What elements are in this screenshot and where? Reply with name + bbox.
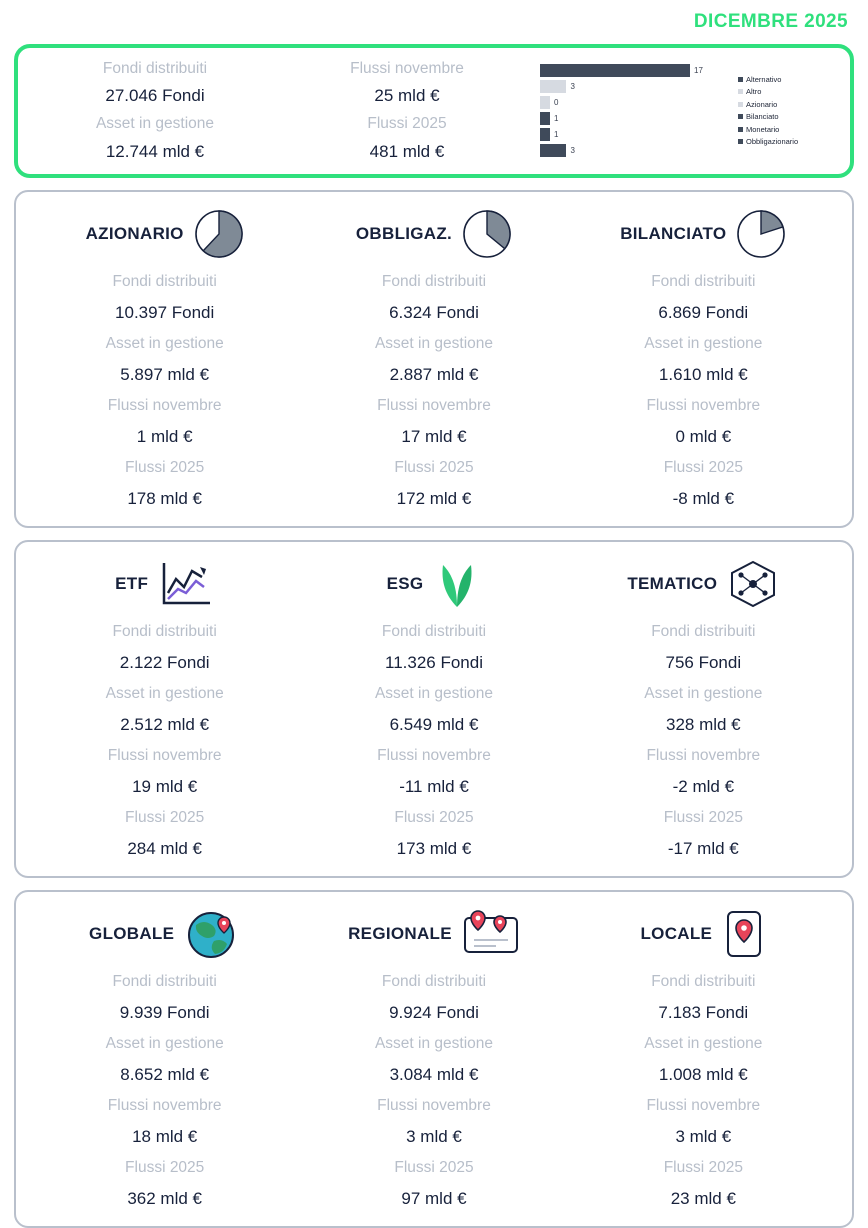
summary-asset-value: 12.744 mld € <box>105 141 205 161</box>
metric-value: 328 mld € <box>665 715 741 735</box>
metric-value: 9.924 Fondi <box>389 1003 479 1023</box>
summary-card <box>14 44 854 178</box>
summary-column-flows <box>284 56 530 164</box>
legend-item <box>738 112 798 121</box>
legend-label: Alternativo <box>746 74 782 84</box>
metric-column-regionale <box>299 902 568 1214</box>
metric-label: Flussi novembre <box>646 747 761 765</box>
page-title: DICEMBRE 2025 <box>693 11 848 32</box>
bar-obbligazionario <box>540 144 566 157</box>
metric-value: 2.122 Fondi <box>119 653 210 673</box>
metric-value: 1.008 mld € <box>658 1065 748 1085</box>
metric-value: 18 mld € <box>132 1127 198 1147</box>
metric-value: 6.869 Fondi <box>658 303 749 323</box>
metric-label: Fondi distribuiti <box>112 973 217 991</box>
metric-sections <box>14 190 854 1228</box>
metric-value: 19 mld € <box>132 777 198 797</box>
summary-flussi-2025-value: 481 mld € <box>369 141 445 161</box>
metric-value: 172 mld € <box>396 489 472 509</box>
bar-azionario <box>540 96 550 109</box>
metric-title: REGIONALE <box>348 924 452 944</box>
metric-label: Fondi distribuiti <box>381 273 487 291</box>
metric-label: Asset in gestione <box>105 1035 224 1053</box>
metric-value: 7.183 Fondi <box>658 1003 749 1023</box>
legend-swatch-icon <box>738 102 743 107</box>
metric-title: TEMATICO <box>627 574 718 594</box>
metric-rows <box>106 266 224 514</box>
metric-label: Asset in gestione <box>105 685 224 703</box>
metric-label: Asset in gestione <box>374 685 494 703</box>
metric-label: Asset in gestione <box>374 335 494 353</box>
legend-swatch-icon <box>738 127 743 132</box>
metric-value: 1.610 mld € <box>658 365 748 385</box>
hexagon-network-icon <box>727 559 779 609</box>
bar-altro <box>540 80 566 93</box>
bar-value-label: 3 <box>570 145 575 155</box>
map-pins-icon <box>462 910 520 958</box>
metric-label: Fondi distribuiti <box>381 973 487 991</box>
page-header <box>14 0 854 44</box>
metric-header <box>569 202 838 266</box>
summary-flussi-nov-label: Flussi novembre <box>350 60 464 77</box>
bar-chart-legend <box>738 74 798 147</box>
metric-value: 362 mld € <box>127 1189 202 1209</box>
metric-label: Fondi distribuiti <box>651 623 756 641</box>
metric-value: 3 mld € <box>406 1127 462 1147</box>
metric-label: Fondi distribuiti <box>651 973 756 991</box>
metric-label: Flussi 2025 <box>125 459 205 477</box>
metric-title: AZIONARIO <box>85 224 184 244</box>
metric-label: Fondi distribuiti <box>112 623 217 641</box>
metric-value: 9.939 Fondi <box>119 1003 210 1023</box>
bar-alternativo <box>540 64 690 77</box>
legend-label: Obbligazionario <box>746 137 799 147</box>
metric-label: Flussi 2025 <box>663 459 743 477</box>
metric-label: Flussi 2025 <box>394 1159 474 1177</box>
metric-title: ETF <box>115 574 149 594</box>
bar-value-label: 1 <box>554 129 559 139</box>
summary-flussi-nov-value: 25 mld € <box>374 86 440 106</box>
metric-value: 11.326 Fondi <box>385 653 483 673</box>
metric-value: 3 mld € <box>675 1127 732 1147</box>
metric-value: 0 mld € <box>675 427 732 447</box>
metric-label: Flussi novembre <box>646 1097 761 1115</box>
pie-chart-icon <box>462 209 512 259</box>
metric-value: 5.897 mld € <box>120 365 210 385</box>
metric-value: 3.084 mld € <box>389 1065 479 1085</box>
metric-rows <box>106 966 224 1214</box>
metric-title: GLOBALE <box>89 924 175 944</box>
metric-value: 173 mld € <box>396 839 472 859</box>
metric-value: 2.887 mld € <box>389 365 479 385</box>
card-strategy <box>14 540 854 878</box>
metric-column-locale <box>569 902 838 1214</box>
card-geography <box>14 890 854 1228</box>
metric-label: Flussi novembre <box>377 397 491 415</box>
metric-value: 284 mld € <box>127 839 202 859</box>
bar-bilanciato <box>540 112 550 125</box>
metric-value: 23 mld € <box>670 1189 736 1209</box>
legend-item <box>738 125 798 134</box>
legend-item <box>738 137 798 146</box>
bar-value-label: 1 <box>554 113 559 123</box>
bar-row <box>540 144 730 157</box>
card-asset-class <box>14 190 854 528</box>
metric-title: OBBLIGAZ. <box>355 224 453 244</box>
metric-label: Asset in gestione <box>644 335 763 353</box>
metric-column-bilanciato <box>569 202 838 514</box>
metric-value: 17 mld € <box>401 427 467 447</box>
metric-label: Asset in gestione <box>374 1035 494 1053</box>
bar-row <box>540 96 730 109</box>
metric-column-globale <box>30 902 299 1214</box>
metric-value: 756 Fondi <box>665 653 742 673</box>
metric-label: Flussi novembre <box>377 1097 491 1115</box>
legend-item <box>738 87 798 96</box>
metric-rows <box>106 616 224 864</box>
metric-header <box>30 902 299 966</box>
summary-asset-label: Asset in gestione <box>95 115 215 133</box>
metric-value: 6.324 Fondi <box>389 303 479 323</box>
summary-fondi-value: 27.046 Fondi <box>105 86 205 106</box>
metric-label: Flussi novembre <box>107 747 222 765</box>
metric-rows <box>644 266 762 514</box>
summary-fondi-label: Fondi distribuiti <box>102 60 208 77</box>
globe-pin-icon <box>184 907 240 961</box>
legend-label: Bilanciato <box>746 112 779 122</box>
metric-column-tematico <box>569 552 838 864</box>
metric-value: 10.397 Fondi <box>115 303 215 323</box>
bar-value-label: 3 <box>570 81 575 91</box>
flows-bar-chart <box>536 64 836 157</box>
metric-header <box>30 202 299 266</box>
legend-label: Azionario <box>746 99 778 109</box>
bar-row <box>540 80 730 93</box>
pie-chart-icon <box>194 209 244 259</box>
metric-label: Fondi distribuiti <box>381 623 487 641</box>
metric-value: 6.549 mld € <box>389 715 479 735</box>
metric-label: Flussi novembre <box>646 397 761 415</box>
metric-label: Flussi 2025 <box>663 809 743 827</box>
legend-swatch-icon <box>738 77 743 82</box>
metric-column-esg <box>299 552 568 864</box>
metric-value: 97 mld € <box>401 1189 467 1209</box>
summary-flussi-2025-label: Flussi 2025 <box>367 115 447 133</box>
metric-value: -8 mld € <box>672 489 735 509</box>
metric-title: LOCALE <box>640 924 713 944</box>
metric-rows <box>644 616 762 864</box>
metric-value: 1 mld € <box>136 427 193 447</box>
metric-header <box>299 202 568 266</box>
map-pin-icon <box>722 909 766 959</box>
metric-label: Flussi novembre <box>107 397 222 415</box>
legend-label: Monetario <box>746 124 780 134</box>
metric-label: Fondi distribuiti <box>112 273 217 291</box>
bar-row <box>540 64 730 77</box>
legend-swatch-icon <box>738 89 743 94</box>
metric-value: -11 mld € <box>399 777 469 797</box>
metric-header <box>299 902 568 966</box>
metric-label: Flussi 2025 <box>125 809 205 827</box>
line-chart-icon <box>158 559 214 609</box>
metric-rows <box>375 266 493 514</box>
legend-item <box>738 75 798 84</box>
metric-rows <box>375 966 493 1214</box>
legend-label: Altro <box>746 87 762 97</box>
bar-chart-bars <box>540 64 730 157</box>
bar-value-label: 0 <box>554 97 559 107</box>
metric-label: Asset in gestione <box>644 685 763 703</box>
metric-title: ESG <box>386 574 424 594</box>
metric-header <box>30 552 299 616</box>
bar-row <box>540 112 730 125</box>
metric-label: Flussi novembre <box>107 1097 222 1115</box>
metric-column-azionario <box>30 202 299 514</box>
leaf-icon <box>433 559 481 609</box>
metric-column-etf <box>30 552 299 864</box>
metric-label: Flussi novembre <box>377 747 491 765</box>
metric-rows <box>375 616 493 864</box>
legend-swatch-icon <box>738 114 743 119</box>
bar-monetario <box>540 128 550 141</box>
metric-value: 2.512 mld € <box>120 715 210 735</box>
metric-value: 8.652 mld € <box>120 1065 210 1085</box>
metric-label: Flussi 2025 <box>125 1159 205 1177</box>
metric-value: -2 mld € <box>672 777 735 797</box>
summary-column-funds <box>32 56 278 164</box>
bar-row <box>540 128 730 141</box>
metric-label: Flussi 2025 <box>394 459 474 477</box>
legend-swatch-icon <box>738 139 743 144</box>
metric-value: 178 mld € <box>127 489 202 509</box>
metric-label: Fondi distribuiti <box>651 273 756 291</box>
metric-rows <box>644 966 762 1214</box>
metric-label: Asset in gestione <box>105 335 224 353</box>
legend-item <box>738 100 798 109</box>
metric-title: BILANCIATO <box>620 224 727 244</box>
metric-label: Flussi 2025 <box>663 1159 743 1177</box>
metric-header <box>299 552 568 616</box>
metric-column-obbligaz <box>299 202 568 514</box>
metric-label: Flussi 2025 <box>394 809 474 827</box>
metric-value: -17 mld € <box>667 839 739 859</box>
metric-header <box>569 552 838 616</box>
pie-chart-icon <box>736 209 786 259</box>
metric-label: Asset in gestione <box>644 1035 763 1053</box>
metric-header <box>569 902 838 966</box>
bar-value-label: 17 <box>694 65 703 75</box>
